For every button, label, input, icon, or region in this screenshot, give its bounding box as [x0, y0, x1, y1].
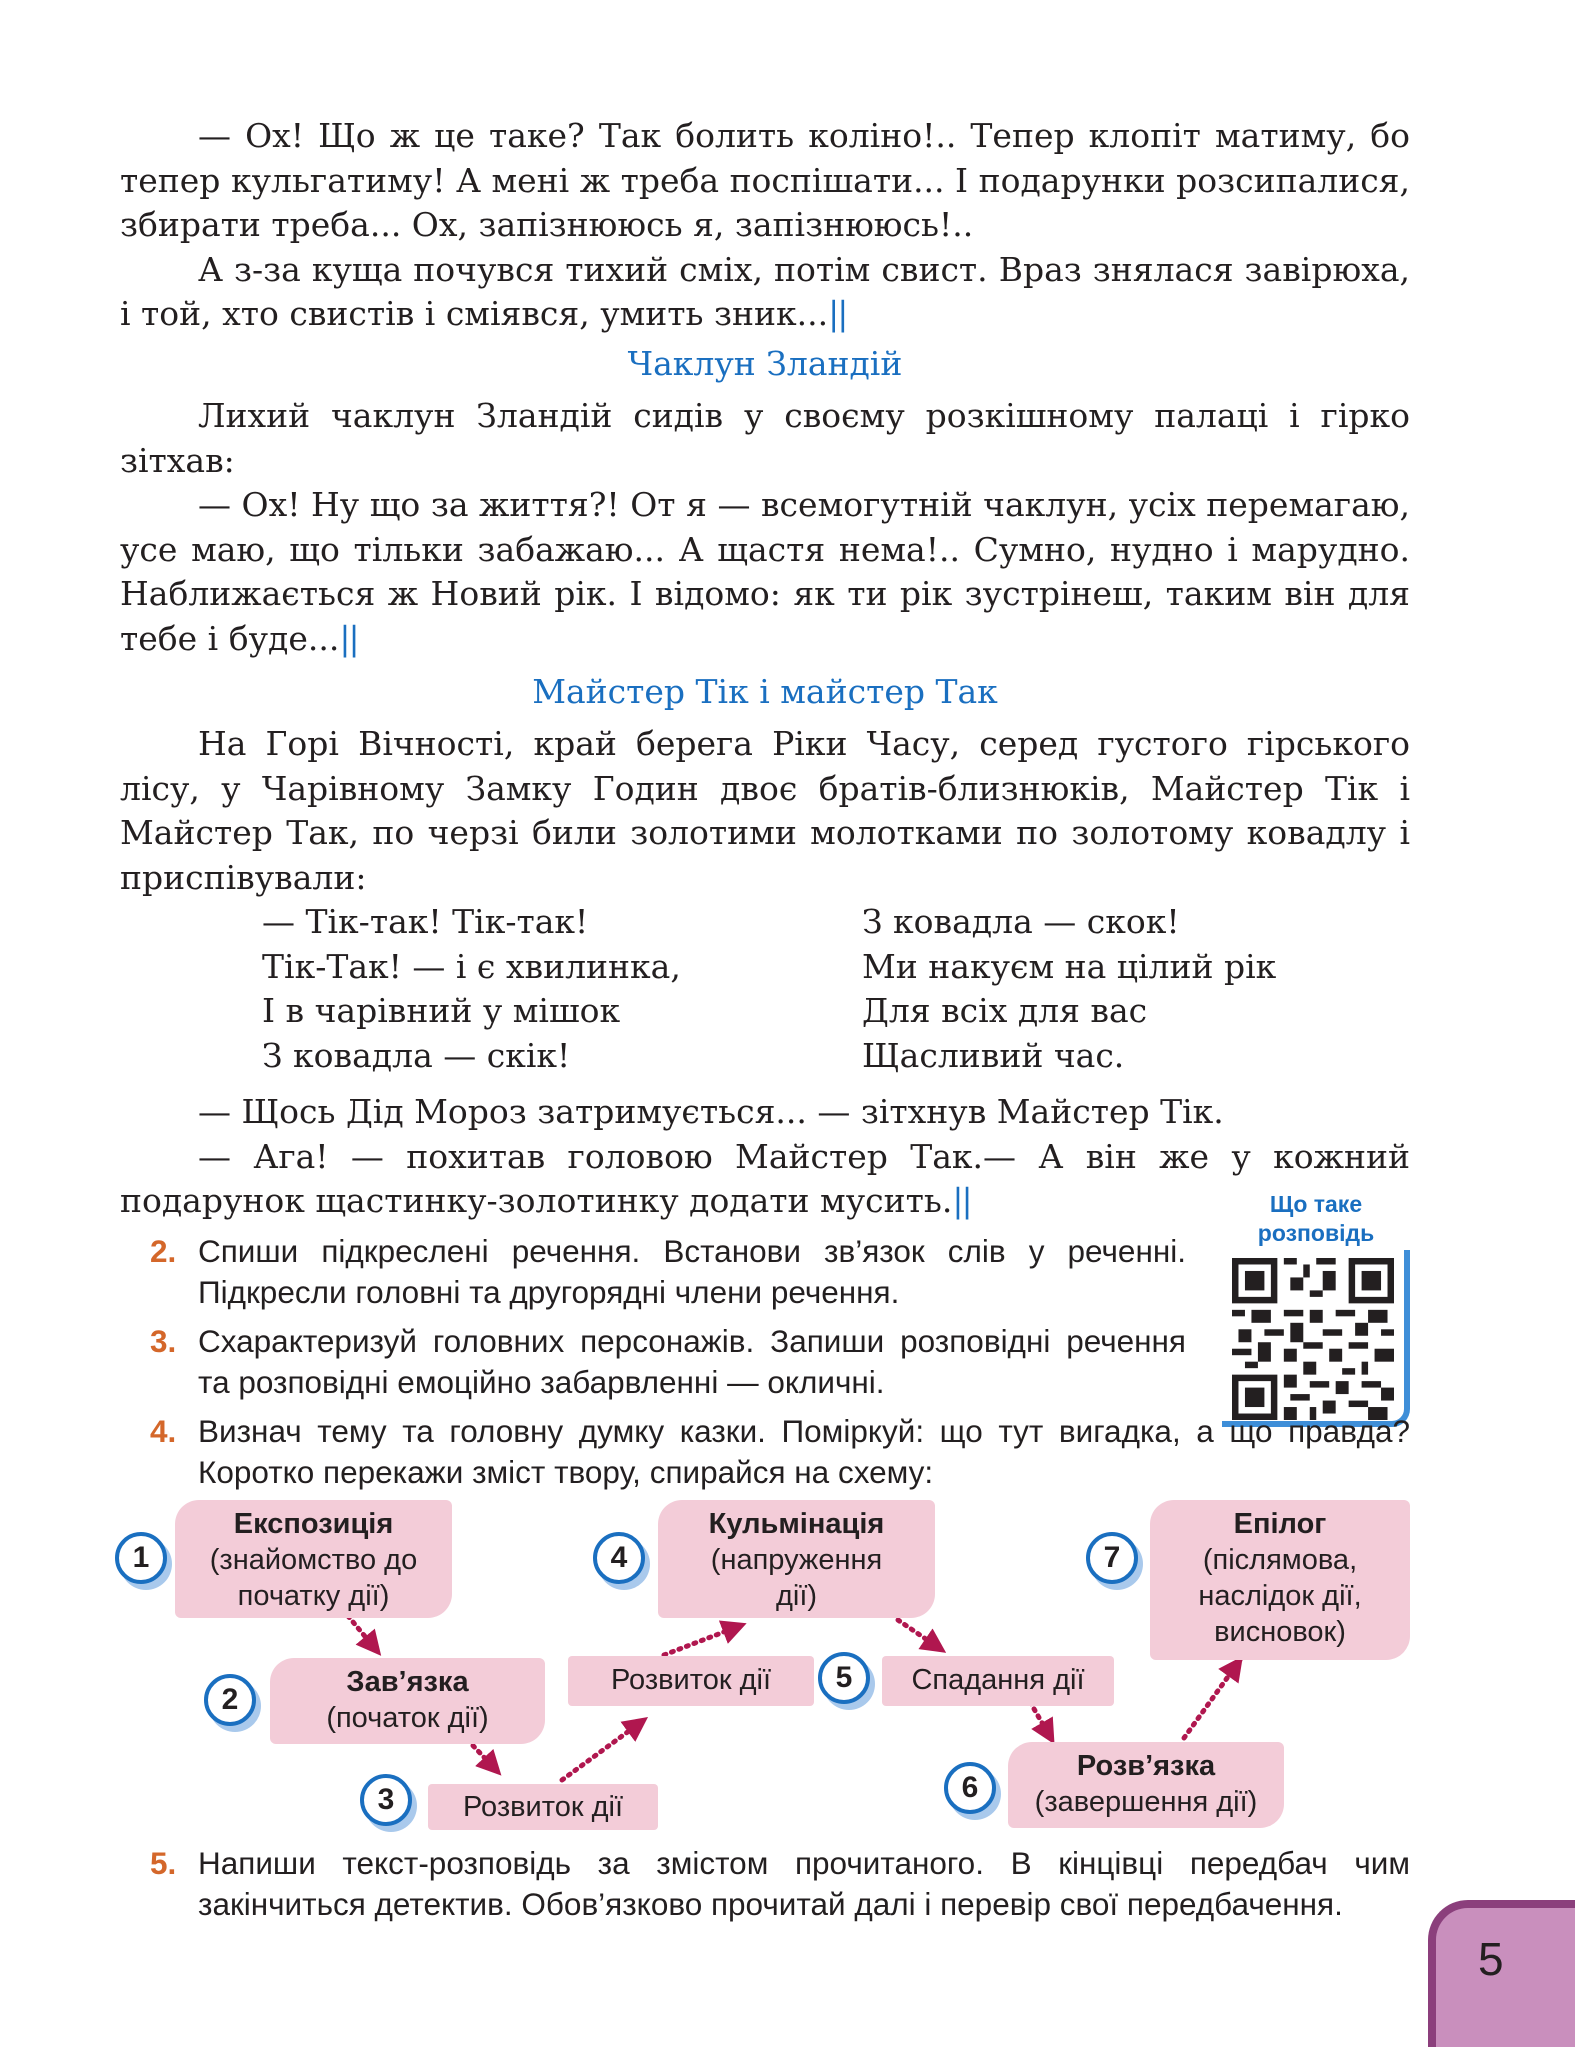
- node-subtitle: (завершення дії): [1034, 1786, 1258, 1818]
- task-text: Схарактеризуй головних персонажів. Запиши розповідні речення та розповідні емоційно забарвленні — окличні.: [198, 1323, 1186, 1400]
- node-title: Кульмінація: [708, 1508, 885, 1540]
- task-number: 3.: [150, 1323, 177, 1359]
- node-title: Епілог: [1233, 1508, 1327, 1540]
- poem-line: Для всіх для вас: [862, 991, 1148, 1030]
- node-title: Зав’язка: [346, 1666, 469, 1698]
- scheme-number-7: 7: [1086, 1532, 1138, 1584]
- poem-line: Тік-Так! — і є хвилинка,: [262, 946, 681, 986]
- page-number: 5: [1478, 1933, 1504, 1985]
- scheme-node-climax: [658, 1500, 935, 1618]
- task-text: Напиши текст-розповідь за змістом прочитаного. В кінцівці передбач чим закінчиться детектив. Обов’язково прочитай далі і перевір свої передбачення.: [198, 1845, 1410, 1922]
- qr-title: Що таке розповідь: [1257, 1191, 1375, 1246]
- scheme-node-rising-action-2: Розвиток дії: [568, 1656, 814, 1706]
- arrow-5-6: [1030, 1702, 1052, 1740]
- section-heading: Майстер Тік і майстер Так: [532, 672, 998, 711]
- scheme-number-1: 1: [115, 1532, 167, 1584]
- scheme-number-4: 4: [593, 1532, 645, 1584]
- paragraph: На Горі Вічності, край берега Ріки Часу, серед густого гірського лісу, у Чарівному Замку Годин двоє братів-близнюків, Майстер Тік і Майстер Так, по черзі били золотими молотками по золотому ковадлу і приспівували:: [120, 724, 1410, 897]
- task-text: Визнач тему та головну думку казки. Поміркуй: що тут вигадка, а що правда? Коротко перекажи зміст твору, спирайся на схему:: [198, 1413, 1410, 1490]
- paragraph: А з-за куща почувся тихий сміх, потім свист. Враз знялася завірюха, і той, хто свистів і сміявся, умить зник...||: [120, 249, 1410, 333]
- pause-mark: ||: [828, 294, 847, 333]
- scheme-node-exposition: [175, 1500, 452, 1618]
- paragraph: Лихий чаклун Зландій сидів у своєму розкішному палаці і гірко зітхав:: [120, 396, 1410, 480]
- scheme-node-falling-action: Спадання дії: [882, 1656, 1114, 1706]
- poem-line: З ковадла — скік!: [262, 1035, 571, 1075]
- node-subtitle: (напруження дії): [710, 1544, 883, 1612]
- node-title: Експозиція: [233, 1508, 394, 1540]
- pause-mark: ||: [952, 1181, 971, 1220]
- arrow-3-3b: [562, 1720, 644, 1780]
- scheme-number-3: 3: [360, 1774, 412, 1826]
- poem-line: Ми накуєм на цілий рік: [862, 946, 1277, 986]
- node-subtitle: (знайомство до початку дії): [209, 1544, 418, 1612]
- arrow-6-7: [1184, 1660, 1240, 1738]
- poem-line: З ковадла — скок!: [862, 902, 1180, 941]
- paragraph: — Ага! — похитав головою Майстер Так.— А він же у кожний подарунок щастинку-золотинку додати мусить.||: [120, 1136, 1410, 1220]
- node-title: Розв’язка: [1076, 1750, 1216, 1782]
- section-heading: Чаклун Зландій: [627, 344, 903, 383]
- scheme-number-2: 2: [204, 1674, 256, 1726]
- task-number: 5.: [150, 1845, 177, 1881]
- task-text: Спиши підкреслені речення. Встанови зв’язок слів у реченні. Підкресли головні та другорядні члени речення.: [198, 1233, 1186, 1310]
- poem-line: Щасливий час.: [862, 1035, 1125, 1075]
- poem-line: — Тік-так! Тік-так!: [262, 902, 589, 941]
- node-subtitle: (післямова, наслідок дії, висновок): [1198, 1544, 1362, 1648]
- scheme-node-rising-action: Розвиток дії: [428, 1784, 658, 1830]
- arrow-4-5: [898, 1620, 942, 1650]
- scheme-node-complication: [270, 1658, 545, 1744]
- task-number: 4.: [150, 1413, 177, 1449]
- pause-mark: ||: [339, 618, 358, 658]
- arrow-1-2: [348, 1616, 378, 1652]
- scheme-number-5: 5: [818, 1652, 870, 1704]
- paragraph: — Ох! Що ж це таке? Так болить коліно!.. Тепер клопіт матиму, бо тепер кульгатиму! А мені ж треба поспішати... І подарунки розсипалися, збирати треба... Ох, запізнююсь я, запізнююсь!..: [120, 116, 1410, 244]
- task-number: 2.: [150, 1233, 177, 1269]
- node-subtitle: (початок дії): [326, 1702, 489, 1734]
- arrow-3b-4: [664, 1625, 742, 1655]
- scheme-node-epilogue: [1150, 1500, 1410, 1660]
- scheme-number-6: 6: [944, 1762, 996, 1814]
- paragraph: — Ох! Ну що за життя?! От я — всемогутній чаклун, усіх перемагаю, усе маю, що тільки забажаю... А щастя нема!.. Сумно, нудно і марудно. Наближається ж Новий рік. І відомо: як ти рік зустрінеш, таким він для тебе і буде...||: [120, 485, 1410, 658]
- paragraph: — Щось Дід Мороз затримується... — зітхнув Майстер Тік.: [198, 1092, 1224, 1131]
- poem-line: І в чарівний у мішок: [262, 991, 621, 1030]
- scheme-node-resolution: [1008, 1742, 1284, 1828]
